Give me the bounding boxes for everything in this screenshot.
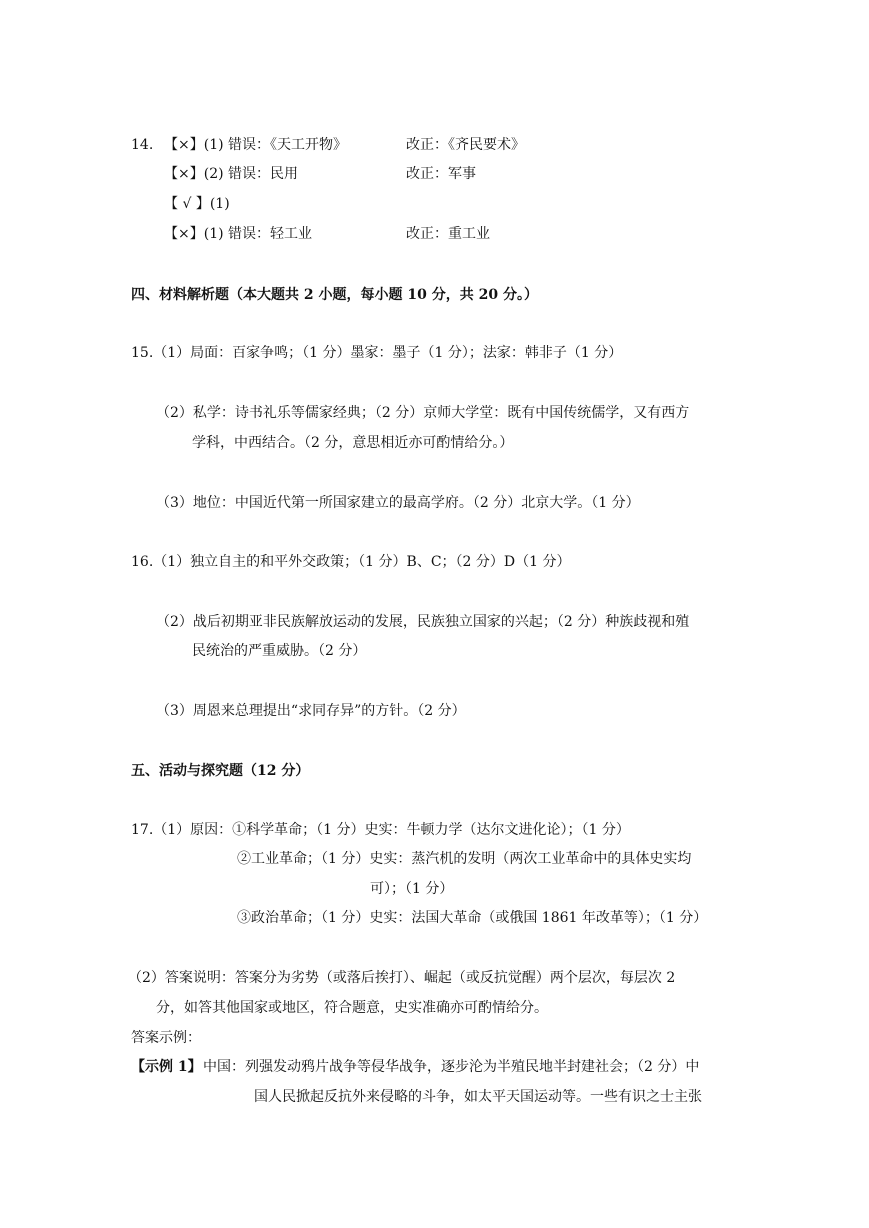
q15-part-2-line-1: （2）私学：诗书礼乐等儒家经典；（2 分）京师大学堂：既有中国传统儒学，又有西方	[156, 405, 690, 421]
q14-number: 14.	[131, 137, 154, 153]
example-1-line-1: 中国：列强发动鸦片战争等侵华战争，逐步沦为半殖民地半封建社会；（2 分）中	[203, 1059, 700, 1075]
section-5-heading: 五、活动与探究题（12 分）	[131, 763, 310, 779]
q15-part-1: 15.（1）局面：百家争鸣；（1 分）墨家：墨子（1 分）；法家：韩非子（1 分）	[131, 345, 623, 361]
section-4-heading: 四、材料解析题（本大题共 2 小题，每小题 10 分，共 20 分。）	[131, 287, 538, 303]
q14-item-1-mark: 【×】(1) 错误：《天工开物》	[164, 137, 348, 153]
q14-item-2-mark: 【×】(2) 错误：民用	[164, 166, 299, 182]
q15-part-2-line-2: 学科，中西结合。（2 分，意思相近亦可酌情给分。）	[192, 435, 514, 451]
q14-item-3-mark: 【 √ 】(1)	[164, 196, 230, 212]
q16-part-2-line-1: （2）战后初期亚非民族解放运动的发展，民族独立国家的兴起；（2 分）种族歧视和殖	[156, 614, 690, 630]
q17-part-2-line-1: （2）答案说明：答案分为劣势（或落后挨打）、崛起（或反抗觉醒）两个层次，每层次 2	[128, 970, 676, 986]
q14-item-1-fix: 改正：《齐民要术》	[406, 137, 525, 153]
q17-part-1-line-2: ②工业革命；（1 分）史实：蒸汽机的发明（两次工业革命中的具体史实均	[237, 851, 692, 867]
q14-item-4-fix: 改正：重工业	[406, 226, 490, 242]
example-1-line-2: 国人民掀起反抗外来侵略的斗争，如太平天国运动等。一些有识之士主张	[254, 1089, 702, 1105]
q17-part-1-line-1: 17.（1）原因：①科学革命；（1 分）史实：牛顿力学（达尔文进化论）；（1 分）	[131, 822, 630, 838]
answer-example-label: 答案示例：	[131, 1030, 201, 1046]
q16-part-2-line-2: 民统治的严重威胁。（2 分）	[192, 643, 367, 659]
q14-item-4-mark: 【×】(1) 错误：轻工业	[164, 226, 313, 242]
q14-item-2-fix: 改正：军事	[406, 166, 476, 182]
q17-part-1-line-3: 可）；（1 分）	[370, 881, 454, 897]
example-1-tag: 【示例 1】	[131, 1059, 202, 1075]
q17-part-1-line-4: ③政治革命；（1 分）史实：法国大革命（或俄国 1861 年改革等）；（1 分）	[237, 910, 708, 926]
q17-part-2-line-2: 分，如答其他国家或地区，符合题意，史实准确亦可酌情给分。	[156, 1000, 548, 1016]
q15-part-3: （3）地位：中国近代第一所国家建立的最高学府。（2 分）北京大学。（1 分）	[156, 495, 640, 511]
q16-part-3: （3）周恩来总理提出“求同存异”的方针。（2 分）	[156, 703, 466, 719]
q16-part-1: 16.（1）独立自主的和平外交政策；（1 分）B、C；（2 分）D（1 分）	[131, 554, 571, 570]
